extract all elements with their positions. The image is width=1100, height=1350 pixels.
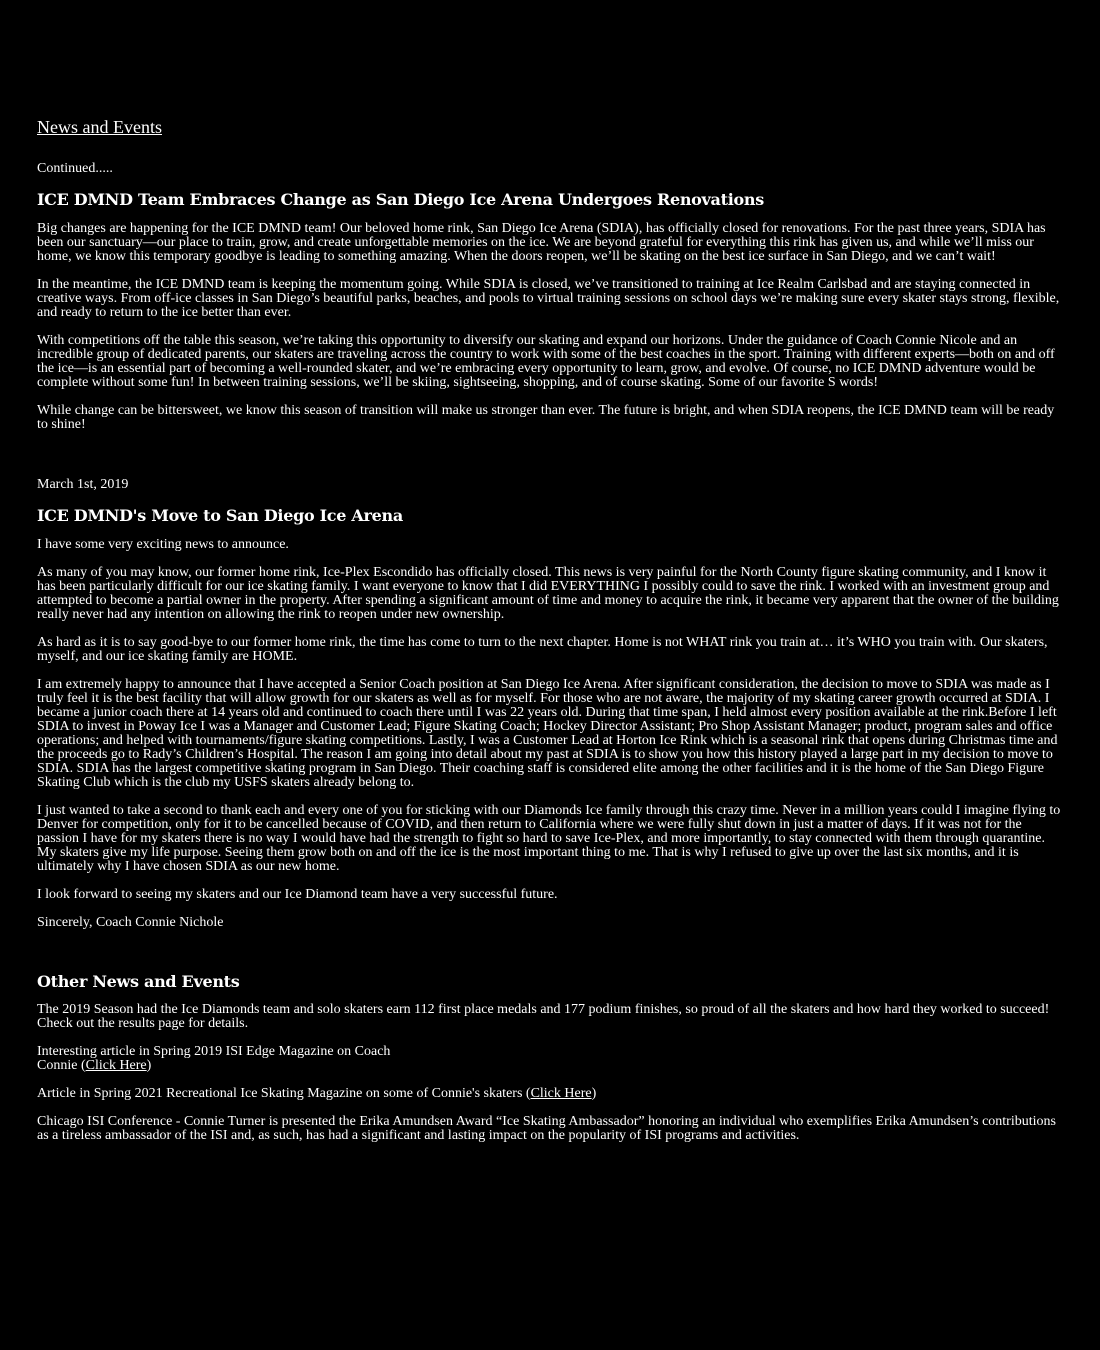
signature: Sincerely, Coach Connie Nichole <box>37 915 224 930</box>
news-item <box>37 1087 1067 1101</box>
section-dateline: March 1st, 2019 <box>37 477 129 492</box>
page-title[interactable]: News and Events <box>37 117 162 137</box>
news-item-text: Interesting article in Spring 2019 ISI Edge Magazine on Coach <box>37 1044 391 1059</box>
section-headline: Other News and Events <box>37 972 240 991</box>
news-section-renovations <box>37 161 1067 432</box>
paragraph: As hard as it is to say good-bye to our former home rink, the time has come to turn to the next chapter. Home is not WHAT rink you train at… it’s WHO you train with. Our skaters, myself, and our ice skating family are HOME. <box>37 635 1048 664</box>
news-item-text: Connie ( <box>37 1058 86 1073</box>
news-page <box>37 116 1067 1143</box>
news-item-text: ) <box>591 1086 597 1101</box>
news-item-text: ) <box>146 1058 152 1073</box>
news-item: The 2019 Season had the Ice Diamonds team and solo skaters earn 112 first place medals and 177 podium finishes, so proud of all the skaters and how hard they worked to succeed! Check out the results page for details. <box>37 1002 1050 1031</box>
paragraph: I look forward to seeing my skaters and our Ice Diamond team have a very successful future. <box>37 887 558 902</box>
paragraph: While change can be bittersweet, we know this season of transition will make us stronger than ever. The future is bright, and when SDIA reopens, the ICE DMND team will be ready to shine! <box>37 403 1055 432</box>
news-section-move <box>37 477 1067 930</box>
paragraph: I am extremely happy to announce that I have accepted a Senior Coach position at San Diego Ice Arena. After significant consideration, the decision to move to SDIA was made as I truly feel it is the best facility that will allow growth for our skaters as well as for myself. For those who are not aware, the majority of my skating career growth occurred at SDIA. I became a junior coach there at 14 years old and continued to coach there until I was 22 years old. During that time span, I held almost every position available at the rink.Before I left SDIA to invest in Poway Ice I was a Manager and Customer Lead; Figure Skating Coach; Hockey Director Assistant; Pro Shop Assistant Manager; product, program sales and office operations; and helped with tournaments/figure skating competitions. Lastly, I was a Customer Lead at Horton Ice Rink which is a seasonal rink that opens during Christmas time and the proceeds go to Rady’s Children’s Hospital. The reason I am going into detail about my past at SDIA is to show you how this history played a large part in my decision to move to SDIA. SDIA has the largest competitive skating program in San Diego. Their coaching staff is considered elite among the other facilities and it is the home of the San Diego Figure Skating Club which is the club my USFS skaters already belong to. <box>37 677 1058 790</box>
click-here-link[interactable]: Click Here <box>530 1086 592 1101</box>
click-here-link[interactable]: Click Here <box>85 1058 147 1073</box>
paragraph: I have some very exciting news to announce. <box>37 537 289 552</box>
news-item-text: Article in Spring 2021 Recreational Ice Skating Magazine on some of Connie's skaters ( <box>37 1086 531 1101</box>
section-headline: ICE DMND Team Embraces Change as San Diego Ice Arena Undergoes Renovations <box>37 190 764 209</box>
paragraph: As many of you may know, our former home rink, Ice-Plex Escondido has officially closed. This news is very painful for the North County figure skating community, and I know it has been particularly difficult for our ice skating family. I want everyone to know that I did EVERYTHING I possibly could to save the rink. I worked with an investment group and attempted to become a partial owner in the property. After spending a significant amount of time and money to acquire the rink, it became very apparent that the owner of the building really never had any intention on allowing the rink to reopen under new ownership. <box>37 565 1059 622</box>
paragraph: With competitions off the table this season, we’re taking this opportunity to diversify our skating and expand our horizons. Under the guidance of Coach Connie Nicole and an incredible group of dedicated parents, our skaters are traveling across the country to work with some of the best coaches in the sport. Training with different experts—both on and off the ice—is an essential part of becoming a well-rounded skater, and we’re embracing every opportunity to learn, grow, and evolve. Of course, no ICE DMND adventure would be complete without some fun! In between training sessions, we’ll be skiing, sightseeing, shopping, and of course skating. Some of our favorite S words! <box>37 333 1055 390</box>
paragraph: Big changes are happening for the ICE DMND team! Our beloved home rink, San Diego Ice Arena (SDIA), has officially closed for renovations. For the past three years, SDIA has been our sanctuary—our place to train, grow, and create unforgettable memories on the ice. We are beyond grateful for everything this rink has given us, and while we’ll miss our home, we know this temporary goodbye is leading to something amazing. When the doors reopen, we’ll be skating on the best ice surface in San Diego, and we can’t wait! <box>37 221 1046 264</box>
section-headline: ICE DMND's Move to San Diego Ice Arena <box>37 506 403 525</box>
paragraph: I just wanted to take a second to thank each and every one of you for sticking with our Diamonds Ice family through this crazy time. Never in a million years could I imagine flying to Denver for competition, only for it to be cancelled because of COVID, and then return to California where we were fully shut down in just a matter of days. If it was not for the passion I have for my skaters there is no way I would have had the strength to fight so hard to save Ice-Plex, and more importantly, to stay connected with them through quarantine. My skaters give my life purpose. Seeing them grow both on and off the ice is the most important thing to me. That is why I refused to give up over the last six months, and it is ultimately why I have chosen SDIA as our new home. <box>37 803 1061 874</box>
section-dateline: Continued..... <box>37 161 113 176</box>
paragraph: In the meantime, the ICE DMND team is keeping the momentum going. While SDIA is closed, we’ve transitioned to training at Ice Realm Carlsbad and are staying connected in creative ways. From off-ice classes in San Diego’s beautiful parks, beaches, and pools to virtual training sessions on school days we’re making sure every skater stays strong, flexible, and ready to return to the ice better than ever. <box>37 277 1060 320</box>
news-section-other <box>37 972 1067 1143</box>
news-item <box>37 1045 1067 1073</box>
news-item: Chicago ISI Conference - Connie Turner is presented the Erika Amundsen Award “Ice Skating Ambassador” honoring an individual who exemplifies Erika Amundsen’s contributions as a tireless ambassador of the ISI and, as such, has had a significant and lasting impact on the popularity of ISI programs and activities. <box>37 1114 1056 1143</box>
